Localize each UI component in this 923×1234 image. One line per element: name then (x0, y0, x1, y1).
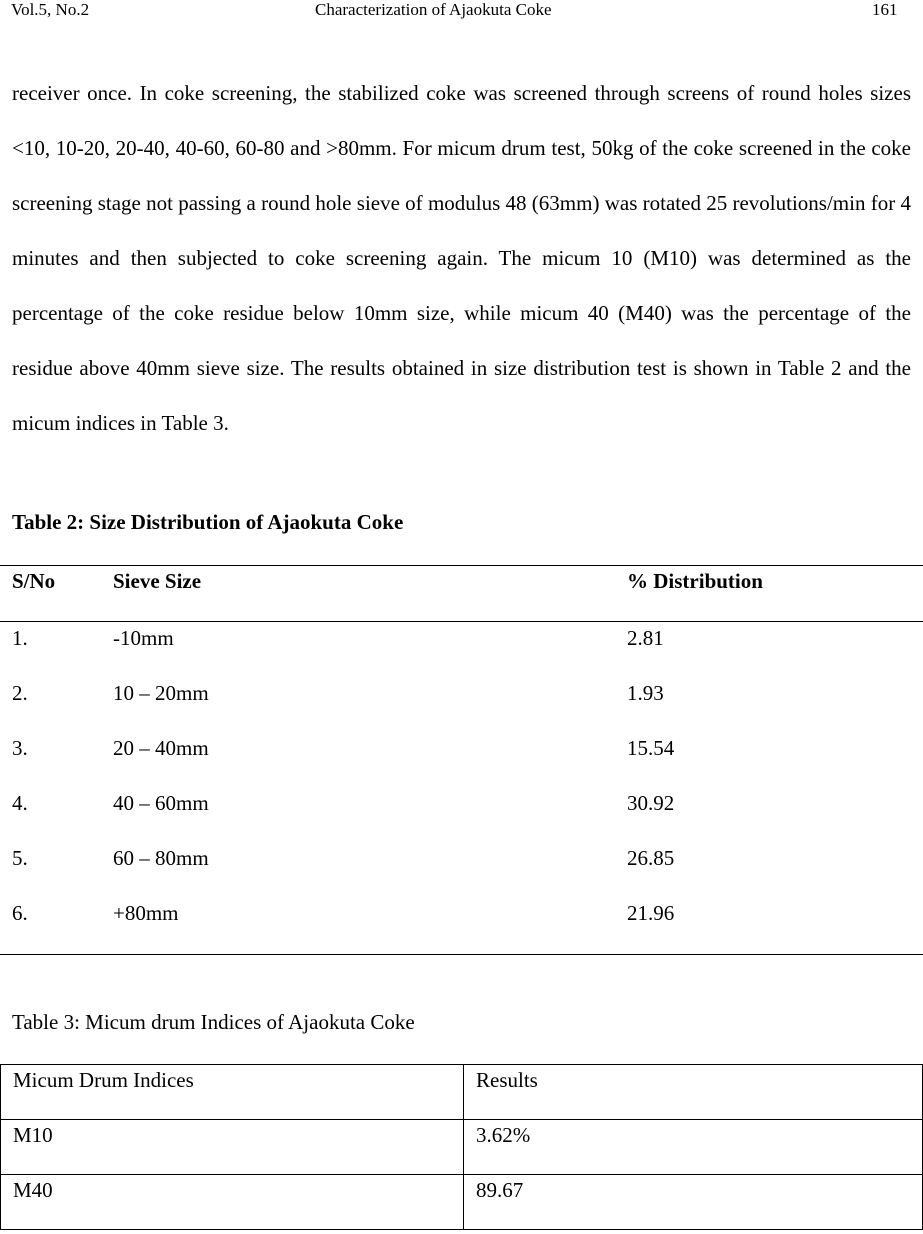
table2-cell-sno: 2. (12, 681, 28, 705)
table2-body (0, 622, 923, 955)
table-row (0, 791, 923, 846)
running-title: Characterization of Ajaokuta Coke (315, 0, 552, 19)
table2-cell-distribution: 21.96 (627, 901, 675, 925)
table3-cell-index: M40 (1, 1175, 464, 1230)
table2-cell-distribution: 15.54 (627, 736, 675, 760)
table-row (1, 1120, 923, 1175)
table2-cell-sno: 6. (12, 901, 28, 925)
table2-cell-distribution: 1.93 (627, 681, 664, 705)
table3-cell-index: M10 (1, 1120, 464, 1175)
table3-header-row (1, 1065, 923, 1120)
table2-cell-sno: 5. (12, 846, 28, 870)
table3-header-results: Results (464, 1065, 923, 1120)
table3-cell-result: 3.62% (464, 1120, 923, 1175)
table-row (0, 626, 923, 681)
table2-cell-sieve-size: 10 – 20mm (113, 681, 209, 705)
table3-header-indices: Micum Drum Indices (1, 1065, 464, 1120)
table2-cell-sieve-size: 20 – 40mm (113, 736, 209, 760)
table-row (0, 846, 923, 901)
size-distribution-table (0, 565, 923, 955)
table-row (0, 736, 923, 791)
table2-header-row (0, 565, 923, 622)
table2-cell-sieve-size: 60 – 80mm (113, 846, 209, 870)
table2-cell-sno: 3. (12, 736, 28, 760)
journal-volume: Vol.5, No.2 (11, 0, 90, 19)
table2-cell-sno: 1. (12, 626, 28, 650)
body-paragraph: receiver once. In coke screening, the stabilized coke was screened through screens of round holes sizes <10, 10-20, 20-40, 40-60, 60-80 and >80mm. For micum drum test, 50kg of the coke screened in the coke screening stage not passing a round hole sieve of modulus 48 (63mm) was rotated 25 revolutions/min for 4 minutes and then subjected to coke screening again. The micum 10 (M10) was determined as the percentage of the coke residue below 10mm size, while micum 40 (M40) was the percentage of the residue above 40mm sieve size. The results obtained in size distribution test is shown in Table 2 and the micum indices in Table 3. (12, 81, 911, 435)
table2-header-distribution: % Distribution (627, 569, 763, 593)
page-number: 161 (872, 0, 898, 19)
table3-caption: Table 3: Micum drum Indices of Ajaokuta Coke (12, 1010, 415, 1034)
table3-cell-result: 89.67 (464, 1175, 923, 1230)
table2-caption: Table 2: Size Distribution of Ajaokuta Coke (12, 510, 404, 534)
table2-cell-sieve-size: -10mm (113, 626, 174, 650)
table-row (0, 681, 923, 736)
table2-header-sieve-size: Sieve Size (113, 569, 202, 593)
table2-cell-sieve-size: +80mm (113, 901, 179, 925)
micum-indices-table (0, 1064, 923, 1230)
table2-header-sno: S/No (12, 569, 56, 593)
table2-cell-sno: 4. (12, 791, 28, 815)
table2-cell-distribution: 30.92 (627, 791, 675, 815)
table-row (1, 1175, 923, 1230)
page-header (0, 0, 923, 24)
table-row (0, 901, 923, 956)
table2-cell-distribution: 2.81 (627, 626, 664, 650)
table2-cell-distribution: 26.85 (627, 846, 675, 870)
table2-cell-sieve-size: 40 – 60mm (113, 791, 209, 815)
